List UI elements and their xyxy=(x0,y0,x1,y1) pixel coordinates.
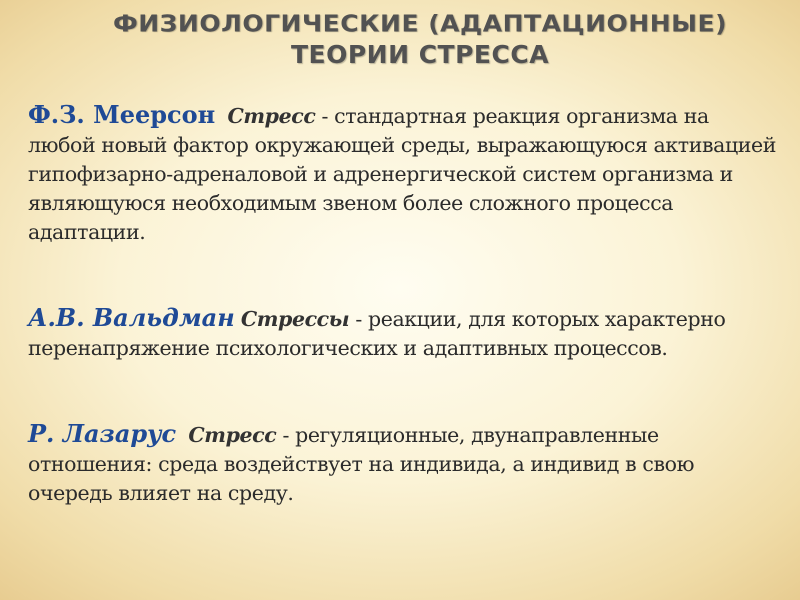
definition-text: - реакции, для которых характерно перенапряжение психологических и адаптивных процессов. xyxy=(28,307,726,360)
author-name: А.В. Вальдман xyxy=(28,303,235,332)
term: Стрессы xyxy=(240,307,350,331)
theory-entry-valdman xyxy=(28,303,778,363)
slide-title-line-2: ТЕОРИИ СТРЕССА xyxy=(290,40,550,69)
theory-entry-lazarus xyxy=(28,419,778,508)
slide-title-line-1: ФИЗИОЛОГИЧЕСКИЕ (АДАПТАЦИОННЫЕ) xyxy=(112,10,728,37)
term: Стресс xyxy=(188,423,277,447)
definition-text: - регуляционные, двунаправленные отношения: среда воздействует на индивида, а индивид в свою очередь влияет на среду. xyxy=(28,423,695,505)
author-name: Р. Лазарус xyxy=(28,419,177,448)
definition-text: - стандартная реакция организма на любой новый фактор окружающей среды, выражающуюся активацией гипофизарно-адреналовой и адренергической систем организма и являющуюся необходимым звеном более сложного процесса адаптации. xyxy=(28,104,776,244)
theory-entry-meerson xyxy=(28,100,778,247)
slide-body xyxy=(28,100,778,564)
term: Стресс xyxy=(227,104,316,128)
slide-title xyxy=(60,8,780,70)
author-name: Ф.З. Меерсон xyxy=(28,100,216,129)
